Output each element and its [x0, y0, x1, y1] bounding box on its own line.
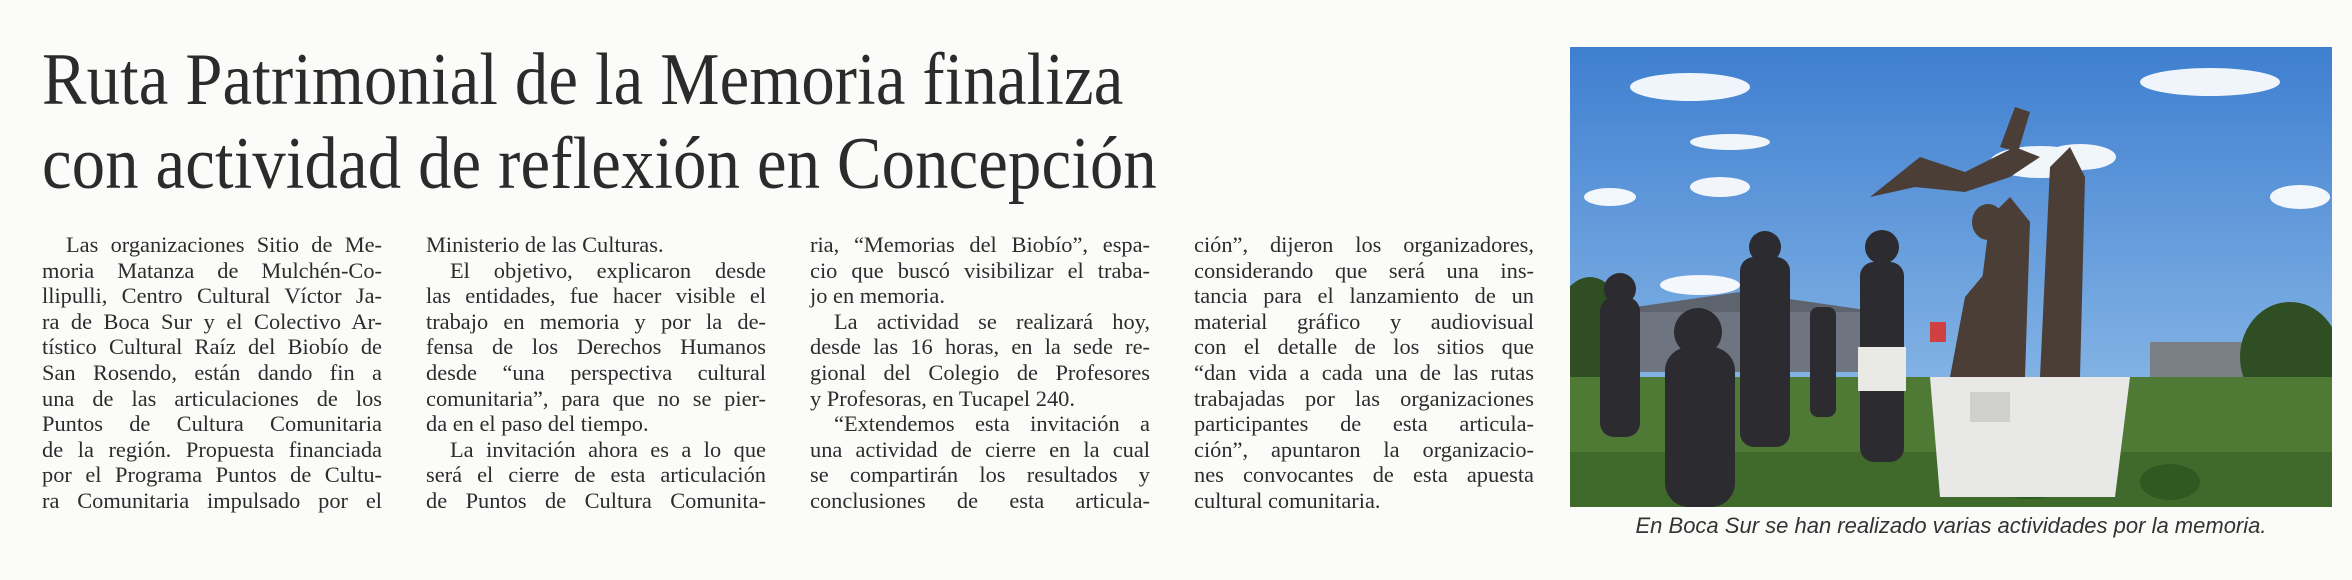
- text-line: jo en memoria.: [810, 283, 945, 309]
- photo-caption: En Boca Sur se han realizado varias actividades por la memoria.: [1635, 513, 2267, 538]
- text-line: da en el paso del tiempo.: [426, 411, 649, 437]
- text-line: las entidades, fue hacer visible el: [426, 283, 766, 309]
- text-line: con el detalle de los sitios que: [1194, 334, 1534, 360]
- article-photo: [1570, 47, 2332, 507]
- text-line: comunitaria”, para que no se pier-: [426, 385, 766, 411]
- paragraph: [426, 232, 766, 258]
- text-line: de Puntos de Cultura Comunita-: [426, 487, 766, 513]
- text-line: tancia para el lanzamiento de un: [1194, 283, 1534, 309]
- text-line: trabajadas por las organizaciones: [1194, 385, 1534, 411]
- text-line: cio que buscó visibilizar el traba-: [810, 257, 1150, 283]
- text-line: ra de Boca Sur y el Colectivo Ar-: [42, 308, 382, 334]
- text-line: trabajo en memoria y por la de-: [426, 308, 766, 334]
- text-line: “dan vida a cada una de las rutas: [1194, 359, 1534, 385]
- body-column-4: [1194, 232, 1534, 514]
- text-line: participantes de esta articula-: [1194, 411, 1534, 437]
- text-line: ria, “Memorias del Biobío”, espa-: [810, 232, 1150, 257]
- paragraph: [1194, 232, 1534, 514]
- text-line: llipulli, Centro Cultural Víctor Ja-: [42, 283, 382, 309]
- text-line: moria Matanza de Mulchén-Co-: [42, 257, 382, 283]
- text-line: una de las articulaciones de los: [42, 385, 382, 411]
- text-line: desde las 16 horas, en la sede re-: [810, 334, 1150, 360]
- paragraph: [42, 232, 382, 514]
- paragraph: [810, 411, 1150, 513]
- text-line: ción”, apuntaron la organizacio-: [1194, 436, 1534, 462]
- text-line: Puntos de Cultura Comunitaria: [42, 411, 382, 437]
- text-line: ción”, dijeron los organizadores,: [1194, 232, 1534, 257]
- body-column-1: [42, 232, 382, 514]
- text-line: Las organizaciones Sitio de Me-: [66, 232, 382, 257]
- headline: [42, 38, 1392, 206]
- text-line: material gráfico y audiovisual: [1194, 308, 1534, 334]
- text-line: cultural comunitaria.: [1194, 487, 1381, 513]
- paragraph: [426, 258, 766, 437]
- text-line: fensa de los Derechos Humanos: [426, 334, 766, 360]
- text-line: de la región. Propuesta financiada: [42, 436, 382, 462]
- article-body: [42, 232, 1547, 572]
- headline-line-1: Ruta Patrimonial de la Memoria finaliza: [42, 39, 1124, 121]
- paragraph: [426, 437, 766, 514]
- text-line: será el cierre de esta articulación: [426, 462, 766, 488]
- text-line: nes convocantes de esta apuesta: [1194, 462, 1534, 488]
- text-line: ra Comunitaria impulsado por el: [42, 487, 382, 513]
- text-line: una actividad de cierre en la cual: [810, 436, 1150, 462]
- text-line: conclusiones de esta articula-: [810, 487, 1150, 513]
- text-line: y Profesoras, en Tucapel 240.: [810, 385, 1075, 411]
- paragraph: [810, 309, 1150, 411]
- text-line: Ministerio de las Culturas.: [426, 232, 664, 257]
- text-line: tístico Cultural Raíz del Biobío de: [42, 334, 382, 360]
- text-line: por el Programa Puntos de Cultu-: [42, 462, 382, 488]
- text-line: “Extendemos esta invitación a: [834, 411, 1150, 437]
- text-line: La actividad se realizará hoy,: [834, 308, 1150, 334]
- text-line: El objetivo, explicaron desde: [450, 257, 766, 283]
- headline-line-2: con actividad de reflexión en Concepción: [42, 123, 1157, 205]
- body-column-3: [810, 232, 1150, 514]
- text-line: considerando que será una ins-: [1194, 257, 1534, 283]
- sculpture-photo-image: [1570, 47, 2332, 507]
- text-line: gional del Colegio de Profesores: [810, 359, 1150, 385]
- paragraph: [810, 232, 1150, 309]
- text-line: se compartirán los resultados y: [810, 462, 1150, 488]
- text-line: San Rosendo, están dando fin a: [42, 359, 382, 385]
- text-line: desde “una perspectiva cultural: [426, 359, 766, 385]
- body-column-2: [426, 232, 766, 514]
- text-line: La invitación ahora es a lo que: [450, 436, 766, 462]
